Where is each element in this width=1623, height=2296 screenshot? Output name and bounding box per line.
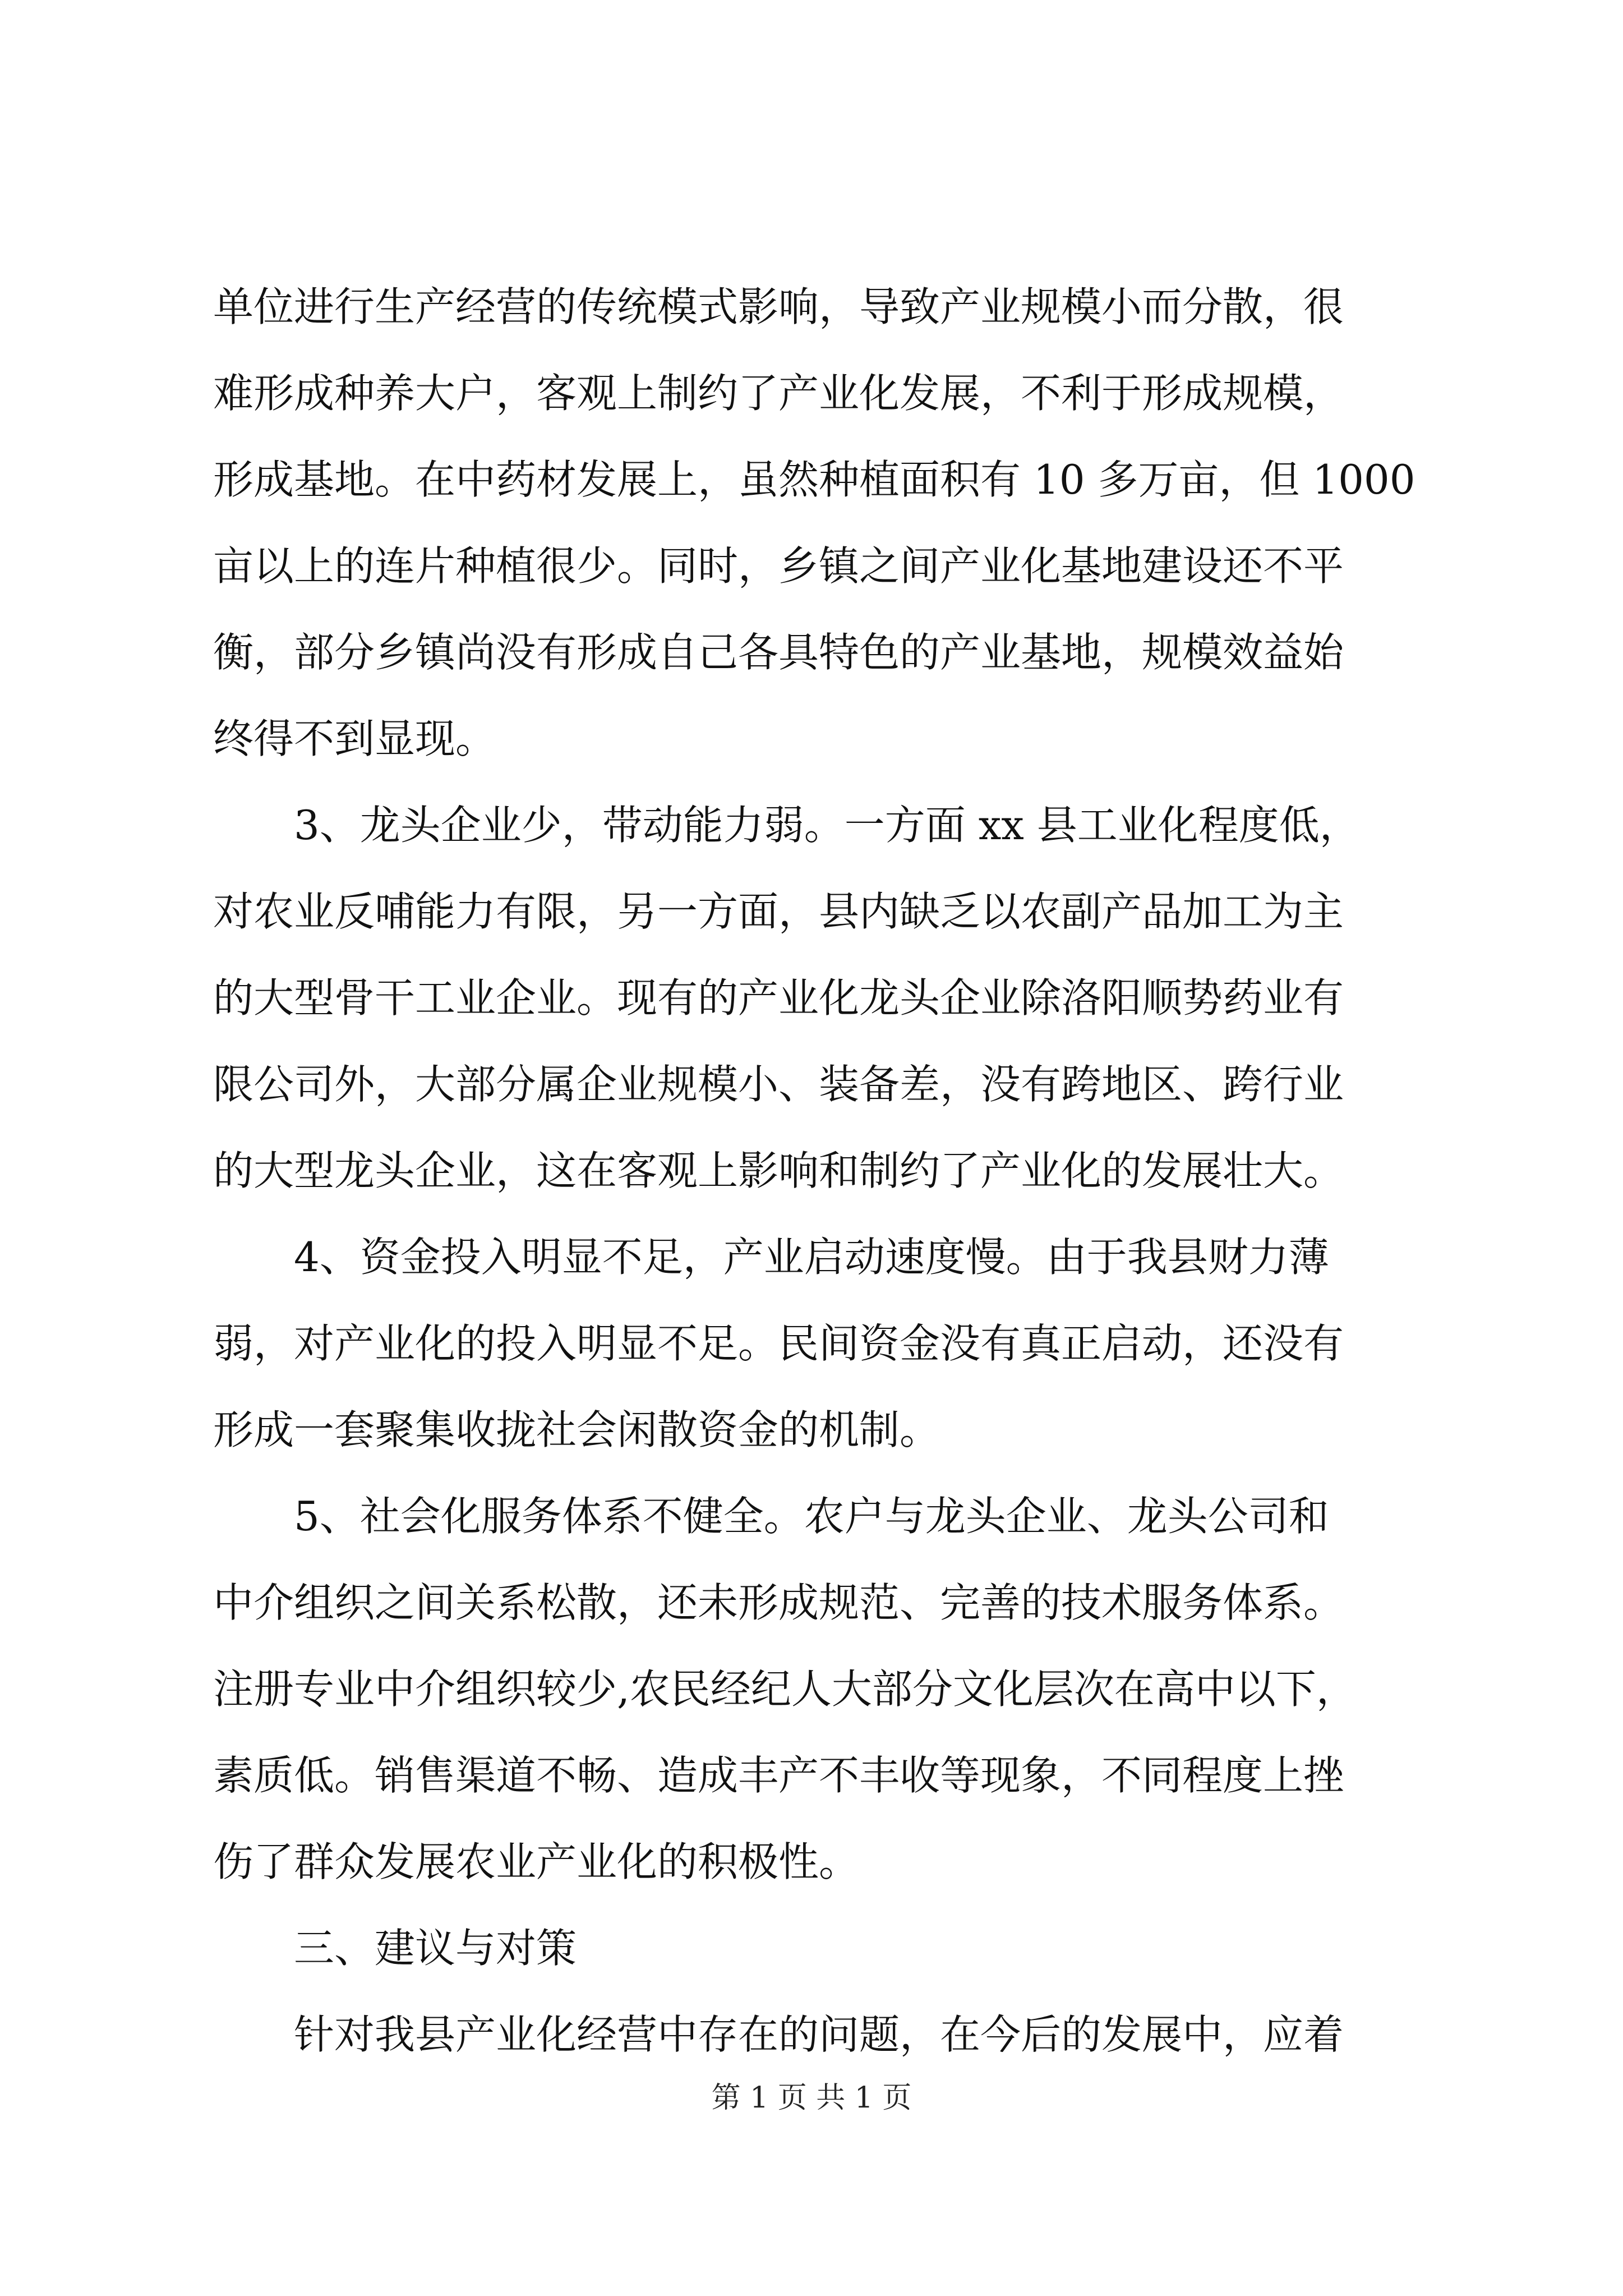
text-line: 单位进行生产经营的传统模式影响，导致产业规模小而分散，很 (213, 283, 1344, 330)
text-line: 弱，对产业化的投入明显不足。民间资金没有真正启动，还没有 (213, 1320, 1344, 1367)
text-line: 针对我县产业化经营中存在的问题，在今后的发展中，应着 (213, 2011, 1344, 2058)
text-line: 衡，部分乡镇尚没有形成自己各具特色的产业基地，规模效益始 (213, 629, 1344, 676)
section-heading: 三、建议与对策 (213, 1925, 577, 1972)
text-line: 对农业反哺能力有限，另一方面，县内缺乏以农副产品加工为主 (213, 888, 1344, 935)
text-line: 注册专业中介组织较少,农民经纪人大部分文化层次在高中以下， (213, 1665, 1357, 1713)
text-line: 难形成种养大户，客观上制约了产业化发展，不利于形成规模， (213, 370, 1344, 417)
text-line: 的大型龙头企业，这在客观上影响和制约了产业化的发展壮大。 (213, 1147, 1344, 1194)
page-footer: 第 1 页 共 1 页 (711, 2081, 912, 2115)
text-line: 形成基地。在中药材发展上，虽然种植面积有 10 多万亩，但 1000 (213, 456, 1415, 503)
text-line: 3、龙头企业少，带动能力弱。一方面 xx 县工业化程度低， (213, 802, 1360, 849)
text-line: 4、资金投入明显不足，产业启动速度慢。由于我县财力薄 (213, 1234, 1329, 1281)
text-line: 中介组织之间关系松散，还未形成规范、完善的技术服务体系。 (213, 1579, 1344, 1626)
text-line: 伤了群众发展农业产业化的积极性。 (213, 1838, 860, 1885)
document-body (213, 264, 1413, 2078)
text-line: 亩以上的连片种植很少。同时，乡镇之间产业化基地建设还不平 (213, 542, 1344, 590)
text-line: 素质低。销售渠道不畅、造成丰产不丰收等现象，不同程度上挫 (213, 1752, 1344, 1799)
text-line: 5、社会化服务体系不健全。农户与龙头企业、龙头公司和 (213, 1493, 1329, 1540)
text-line: 的大型骨干工业企业。现有的产业化龙头企业除洛阳顺势药业有 (213, 974, 1344, 1022)
text-line: 限公司外，大部分属企业规模小、装备差，没有跨地区、跨行业 (213, 1061, 1344, 1108)
text-line: 终得不到显现。 (213, 715, 496, 762)
text-line: 形成一套聚集收拢社会闲散资金的机制。 (213, 1406, 940, 1453)
